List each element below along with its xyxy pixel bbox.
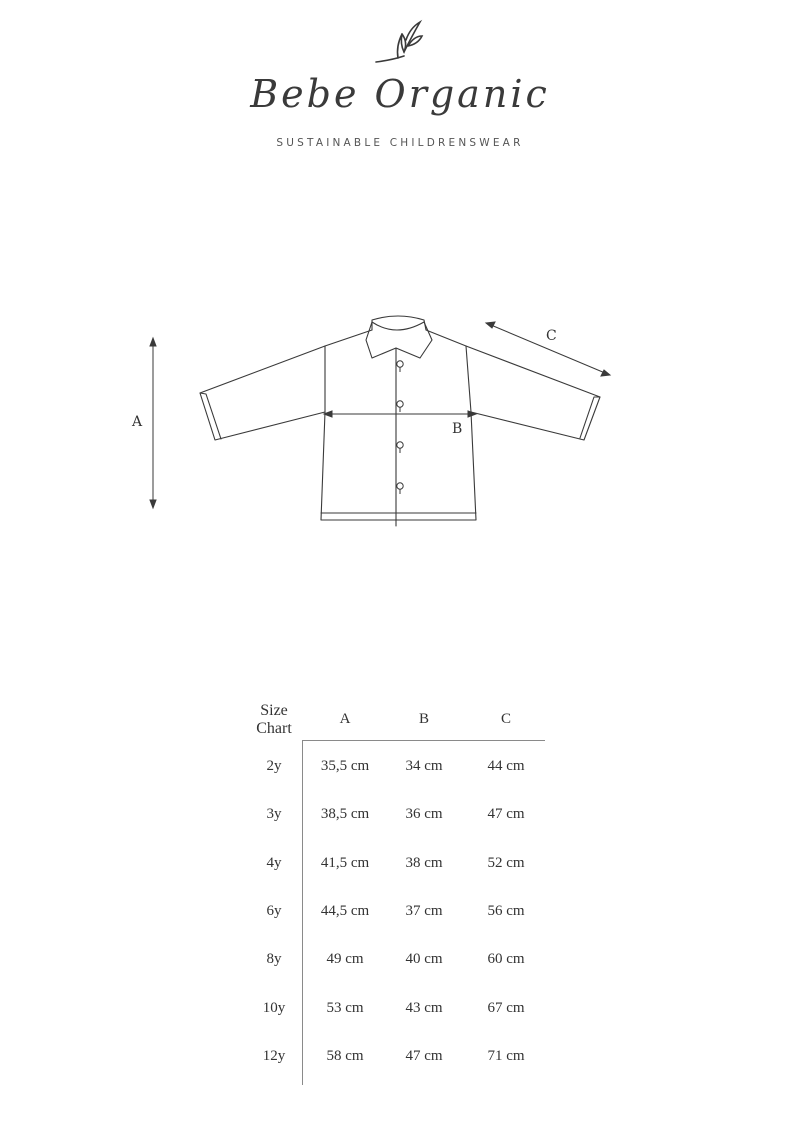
measure-b-cell: 37 cm — [405, 902, 443, 919]
column-header-b: B — [418, 711, 429, 727]
measure-c-cell: 44 cm — [487, 758, 525, 774]
size-cell: 10y — [262, 999, 286, 1016]
column-header-c: C — [500, 711, 511, 727]
size-cell: 4y — [266, 854, 282, 871]
measure-b-cell: 47 cm — [405, 1047, 443, 1064]
measure-c-cell: 71 cm — [487, 1047, 525, 1064]
measure-c-cell: 60 cm — [487, 951, 525, 968]
size-chart-title-line1: Size — [260, 702, 288, 719]
header-rule — [302, 740, 545, 741]
size-cell: 12y — [262, 1047, 286, 1064]
dimension-c-label: C — [546, 328, 557, 344]
measure-c-cell: 52 cm — [487, 854, 525, 871]
size-cell: 6y — [266, 902, 282, 919]
dimension-a-label: A — [132, 414, 143, 430]
measure-b-cell: 43 cm — [405, 999, 443, 1016]
measure-c-cell: 67 cm — [487, 999, 525, 1016]
row-header-rule — [302, 740, 303, 1085]
dimension-b-label: B — [452, 421, 463, 437]
measure-c-cell: 56 cm — [487, 902, 525, 919]
measure-a-cell: 49 cm — [326, 951, 364, 968]
size-cell: 3y — [266, 806, 282, 823]
measure-a-cell: 38,5 cm — [320, 806, 370, 823]
measure-a-cell: 35,5 cm — [320, 758, 370, 774]
size-cell: 2y — [266, 758, 282, 774]
measure-b-cell: 34 cm — [405, 758, 443, 774]
brand-name: Bebe Organic — [250, 72, 550, 116]
measure-b-cell: 40 cm — [405, 951, 443, 968]
size-chart-title-line2: Chart — [256, 720, 292, 737]
measure-a-cell: 53 cm — [326, 999, 364, 1016]
measure-b-cell: 38 cm — [405, 854, 443, 871]
size-chart-title — [250, 702, 298, 738]
size-cell: 8y — [266, 951, 282, 968]
measure-a-cell: 58 cm — [326, 1047, 364, 1064]
measure-a-cell: 44,5 cm — [320, 902, 370, 919]
column-header-a: A — [339, 711, 351, 727]
measure-b-cell: 36 cm — [405, 806, 443, 823]
measure-a-cell: 41,5 cm — [320, 854, 370, 871]
brand-tagline: SUSTAINABLE CHILDRENSWEAR — [276, 137, 524, 149]
measure-c-cell: 47 cm — [487, 806, 525, 823]
